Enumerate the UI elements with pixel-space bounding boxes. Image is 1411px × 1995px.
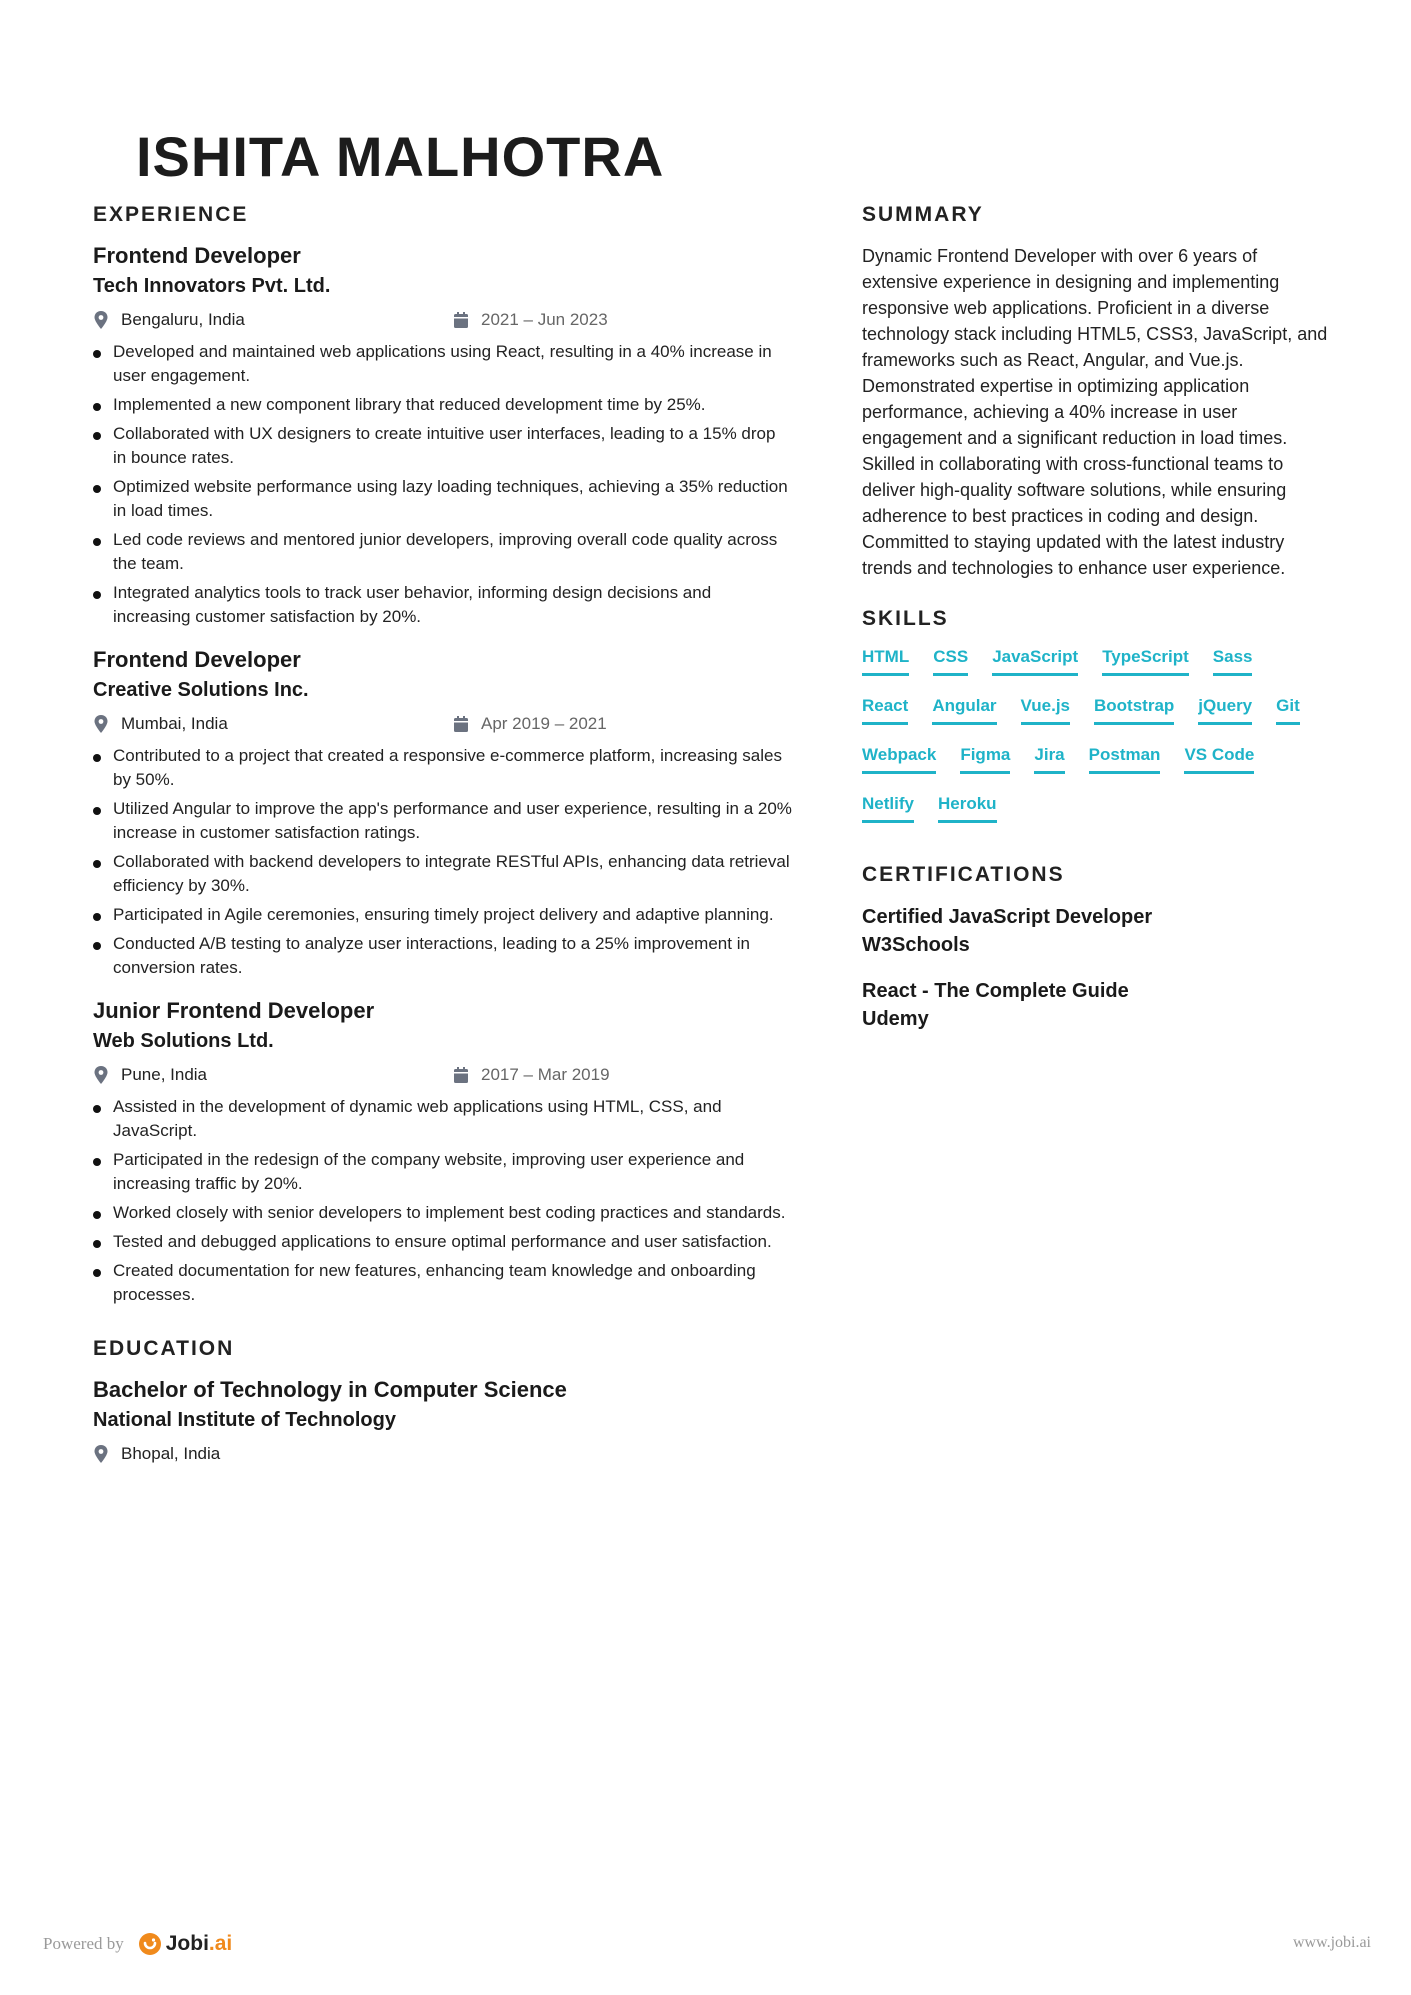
job-bullets [93,340,793,629]
certification-entry [862,903,1332,959]
skill-tag: Git [1276,696,1300,725]
skill-tag: Bootstrap [1094,696,1174,725]
bullet-item: Developed and maintained web applications using React, resulting in a 40% increase in user engagement. [93,340,793,388]
skill-tag: TypeScript [1102,647,1189,676]
job-meta [93,310,793,330]
skill-tag: Heroku [938,794,997,823]
job-bullets [93,1095,793,1307]
job-title: Frontend Developer [93,243,301,268]
powered-by-label: Powered by [43,1934,124,1953]
education-meta [93,1444,793,1464]
map-pin-icon [93,1066,109,1084]
job-dates [453,1065,610,1085]
job-title: Frontend Developer [93,647,301,672]
job-dates-text: Apr 2019 – 2021 [481,714,607,733]
bullet-item: Implemented a new component library that reduced development time by 25%. [93,393,793,417]
map-pin-icon [93,715,109,733]
bullet-item: Tested and debugged applications to ensure optimal performance and user satisfaction. [93,1230,793,1254]
skill-tag: CSS [933,647,968,676]
job-meta [93,714,793,734]
bullet-item: Participated in the redesign of the company website, improving user experience and increasing traffic by 20%. [93,1148,793,1196]
skill-tag: React [862,696,908,725]
bullet-item: Assisted in the development of dynamic web applications using HTML, CSS, and JavaScript. [93,1095,793,1143]
skill-tag: Webpack [862,745,936,774]
bullet-item: Collaborated with UX designers to create intuitive user interfaces, leading to a 15% drop in bounce rates. [93,422,793,470]
certifications-heading: CERTIFICATIONS [862,863,1065,886]
job-location [93,310,453,330]
powered-by [43,1932,232,1956]
skill-tag: Vue.js [1021,696,1070,725]
job-location-text: Bengaluru, India [121,310,245,329]
map-pin-icon [93,311,109,329]
bullet-item: Participated in Agile ceremonies, ensuring timely project delivery and adaptive planning. [93,903,793,927]
job-dates [453,714,607,734]
education-heading: EDUCATION [93,1337,235,1360]
skill-tag: HTML [862,647,909,676]
skill-tag: jQuery [1198,696,1252,725]
job-entry [93,243,793,629]
website-link[interactable]: www.jobi.ai [1292,1934,1371,1951]
job-location-text: Pune, India [121,1065,208,1084]
bullet-item: Contributed to a project that created a responsive e-commerce platform, increasing sales by 50%. [93,744,793,792]
certification-issuer: Udemy [862,1008,929,1030]
right-column [862,203,1332,1051]
job-location [93,1065,453,1085]
bullet-item: Led code reviews and mentored junior developers, improving overall code quality across the team. [93,528,793,576]
calendar-icon [453,1066,469,1084]
skill-tag: VS Code [1184,745,1254,774]
skill-tag: Jira [1034,745,1064,774]
jobi-logo-icon [138,1932,162,1956]
skill-tag: Postman [1089,745,1161,774]
job-entry [93,998,793,1307]
job-bullets [93,744,793,980]
bullet-item: Worked closely with senior developers to implement best coding practices and standards. [93,1201,793,1225]
skill-tag: Sass [1213,647,1253,676]
education-location [93,1444,453,1464]
bullet-item: Created documentation for new features, enhancing team knowledge and onboarding processes. [93,1259,793,1307]
education-school: National Institute of Technology [93,1409,396,1431]
skill-tag: Netlify [862,794,914,823]
jobi-brand-text: Jobi.ai [165,1932,233,1955]
calendar-icon [453,715,469,733]
bullet-item: Utilized Angular to improve the app's performance and user experience, resulting in a 20% increase in customer satisfaction ratings. [93,797,793,845]
job-dates [453,310,608,330]
calendar-icon [453,311,469,329]
education-location-text: Bhopal, India [121,1444,221,1463]
skills-list [862,647,1332,843]
map-pin-icon [93,1445,109,1463]
bullet-item: Optimized website performance using lazy loading techniques, achieving a 35% reduction in load times. [93,475,793,523]
certification-name: Certified JavaScript Developer [862,906,1153,928]
jobi-logo[interactable] [138,1932,233,1956]
job-company: Tech Innovators Pvt. Ltd. [93,275,331,297]
job-dates-text: 2021 – Jun 2023 [481,310,608,329]
job-location-text: Mumbai, India [121,714,228,733]
summary-heading: SUMMARY [862,203,984,226]
summary-text: Dynamic Frontend Developer with over 6 years of extensive experience in designing and implementing responsive web applications. Proficient in a diverse technology stack including HTML5, CSS3, JavaScript, and frameworks such as React, Angular, and Vue.js. Demonstrated expertise in optimizing application performance, achieving a 40% increase in user engagement and a significant reduction in load times. Skilled in collaborating with cross-functional teams to deliver high-quality software solutions, while ensuring adherence to best practices in coding and design. Committed to staying updated with the latest industry trends and technologies to enhance user experience. [862,246,1328,578]
skills-heading: SKILLS [862,607,949,630]
bullet-item: Collaborated with backend developers to integrate RESTful APIs, enhancing data retrieval efficiency by 30%. [93,850,793,898]
bullet-item: Conducted A/B testing to analyze user interactions, leading to a 25% improvement in conversion rates. [93,932,793,980]
education-degree: Bachelor of Technology in Computer Science [93,1377,567,1402]
job-title: Junior Frontend Developer [93,998,375,1023]
certification-name: React - The Complete Guide [862,980,1129,1002]
job-dates-text: 2017 – Mar 2019 [481,1065,610,1084]
certification-issuer: W3Schools [862,934,970,956]
job-company: Creative Solutions Inc. [93,679,309,701]
bullet-item: Integrated analytics tools to track user behavior, informing design decisions and increasing customer satisfaction by 20%. [93,581,793,629]
experience-heading: EXPERIENCE [93,203,249,226]
skill-tag: JavaScript [992,647,1078,676]
job-company: Web Solutions Ltd. [93,1030,274,1052]
left-column [93,203,793,1474]
job-meta [93,1065,793,1085]
job-location [93,714,453,734]
job-entry [93,647,793,980]
skill-tag: Angular [932,696,996,725]
skill-tag: Figma [960,745,1010,774]
certification-entry [862,977,1332,1033]
candidate-name: ISHITA MALHOTRA [136,128,665,180]
